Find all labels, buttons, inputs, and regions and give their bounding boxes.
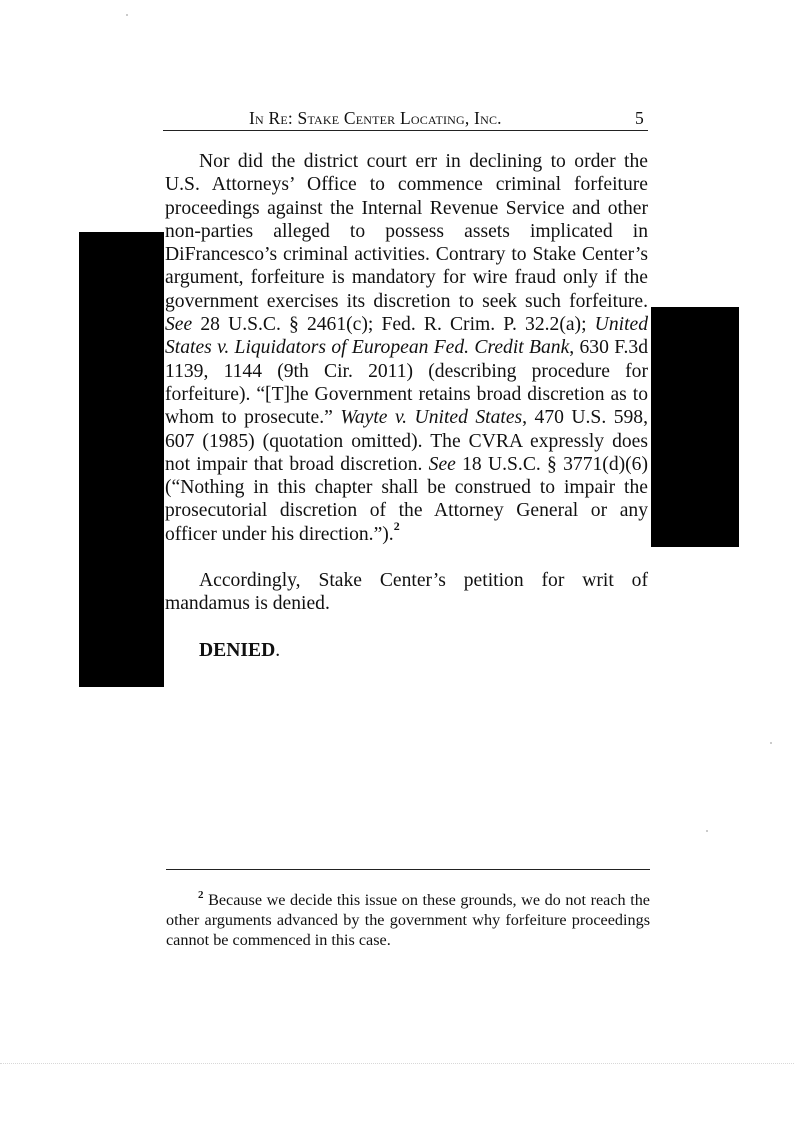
running-header (163, 108, 648, 131)
citation-signal: See (165, 314, 193, 336)
scan-speck (770, 742, 772, 744)
case-citation: United States v. Liquidators of European Fed. Credit Bank (165, 314, 648, 359)
footnote-text: Because we decide this issue on these grounds, we do not reach the other arguments advanced by the government why forfeiture proceedings cannot be commenced in this case. (166, 891, 650, 949)
paragraph-conclusion: Accordingly, Stake Center’s petition for writ of mandamus is denied. (165, 570, 648, 615)
case-citation: Wayte v. United States (340, 407, 523, 429)
redaction-block-right (651, 307, 739, 547)
scan-artifact-line (0, 1063, 794, 1064)
paragraph-text: 18 U.S.C. § 3771(d)(6) (“Nothing in this chapter shall be construed to impair the prosecutorial discretion of the Attorney General or any officer under his direction.”). (165, 453, 648, 545)
paragraph-text: , 470 U.S. 598, 607 (1985) (quotation omitted). The CVRA expressly does not impair that broad discretion. (165, 407, 648, 475)
paragraph-text: , 630 F.3d 1139, 1144 (9th Cir. 2011) (describing procedure for forfeiture). “[T]he Government retains broad discretion as to whom to prosecute.” (165, 337, 649, 429)
disposition-period: . (275, 639, 281, 661)
citation-signal: See (428, 453, 456, 475)
scan-speck (706, 830, 708, 832)
footnote (166, 890, 650, 950)
footnote-reference[interactable]: 2 (393, 519, 400, 534)
footnote-number: 2 (198, 888, 204, 901)
scan-speck (126, 14, 128, 16)
paragraph-text: Nor did the district court err in declining to order the U.S. Attorneys’ Office to commence criminal forfeiture proceedings against the Internal Revenue Service and other non-parties alleged to possess assets implicated in DiFrancesco’s criminal activities. Contrary to Stake Center’s argument, forfeiture is mandatory for wire fraud only if the government exercises its discretion to seek such forfeiture. (165, 151, 648, 312)
case-title: In Re: Stake Center Locating, Inc. (249, 108, 502, 128)
paragraph-forfeiture (165, 150, 648, 546)
disposition-text: DENIED (199, 639, 276, 661)
footnote-divider (166, 869, 650, 870)
redaction-block-left (79, 232, 164, 687)
disposition (165, 639, 648, 662)
opinion-body (165, 150, 648, 662)
paragraph-text: 28 U.S.C. § 2461(c); Fed. R. Crim. P. 32.2(a); (192, 314, 595, 336)
page-number: 5 (635, 108, 644, 128)
